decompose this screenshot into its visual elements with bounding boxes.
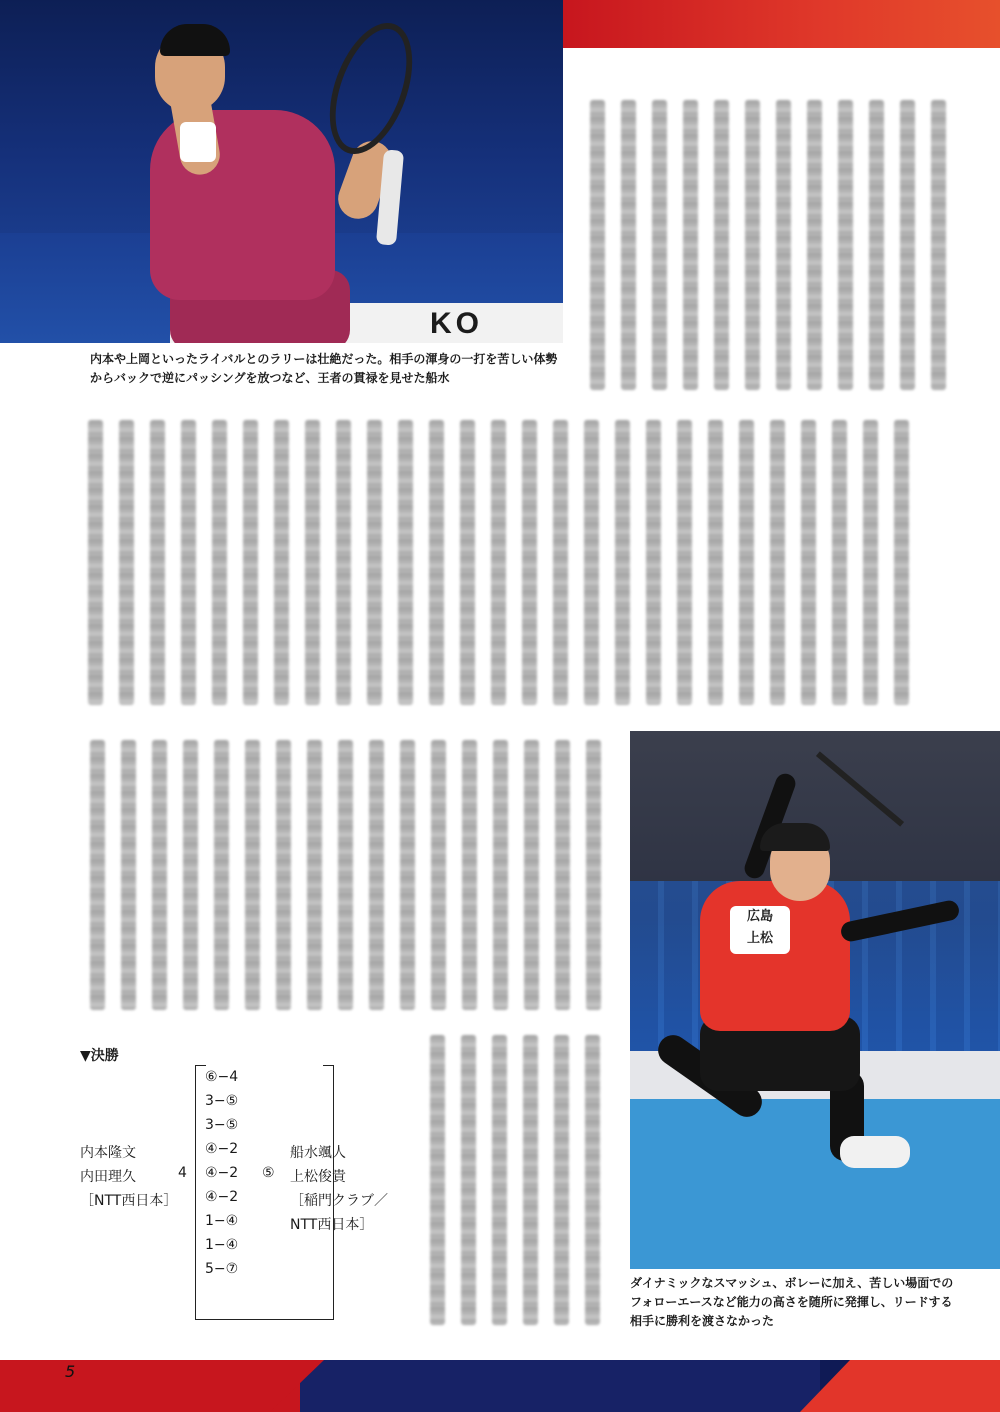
left-team [80, 1141, 177, 1213]
right-sets-won: ⑤ [262, 1165, 275, 1181]
team-affiliation: ［NTT西日本］ [80, 1193, 178, 1209]
racket-icon [816, 751, 904, 826]
article-text-block-upper [590, 100, 975, 390]
result-title: ▼決勝 [80, 1048, 119, 1064]
article-text-block-lower [90, 740, 610, 1010]
game-score: 1−④ [205, 1237, 239, 1253]
article-text-block-middle [88, 420, 928, 705]
player-name: 内本隆文 [80, 1145, 136, 1161]
court-floor [630, 1099, 1000, 1269]
game-score: 5−⑦ [205, 1261, 239, 1277]
sponsor-banner: KO [170, 303, 563, 343]
team-affiliation: ［稲門クラブ／ [290, 1193, 388, 1209]
racket-icon [314, 12, 429, 165]
right-photo [630, 731, 1000, 1269]
bottom-color-band [0, 1360, 1000, 1412]
game-score: 3−⑤ [205, 1093, 239, 1109]
top-color-band [563, 0, 1000, 48]
game-score: ⑥−4 [205, 1069, 239, 1085]
team-affiliation: NTT西日本］ [290, 1217, 374, 1233]
player-name: 船水颯人 [290, 1145, 346, 1161]
page-number: 5 [65, 1362, 76, 1381]
top-photo [0, 0, 563, 343]
player-name: 内田理久 [80, 1169, 136, 1185]
right-team [290, 1141, 388, 1237]
game-score: ④−2 [205, 1189, 239, 1205]
game-score: 3−⑤ [205, 1117, 239, 1133]
game-score: 1−④ [205, 1213, 239, 1229]
player-name: 上松俊貴 [290, 1169, 346, 1185]
top-photo-caption: 内本や上岡といったライバルとのラリーは壮絶だった。相手の渾身の一打を苦しい体勢からバックで逆にパッシングを放つなど、王者の貫禄を見せた船水 [90, 352, 558, 385]
final-result [80, 1045, 410, 1295]
game-score: ④−2 [205, 1141, 239, 1157]
player-bib: 広島 上松 [730, 906, 790, 954]
left-sets-won: 4 [178, 1165, 187, 1181]
article-text-block-bottom [430, 1035, 610, 1325]
game-score: ④−2 [205, 1165, 239, 1181]
right-photo-caption: ダイナミックなスマッシュ、ボレーに加え、苦しい場面でのフォローエースなど能力の高さを随所に発揮し、リードする相手に勝利を渡さなかった [630, 1276, 954, 1328]
